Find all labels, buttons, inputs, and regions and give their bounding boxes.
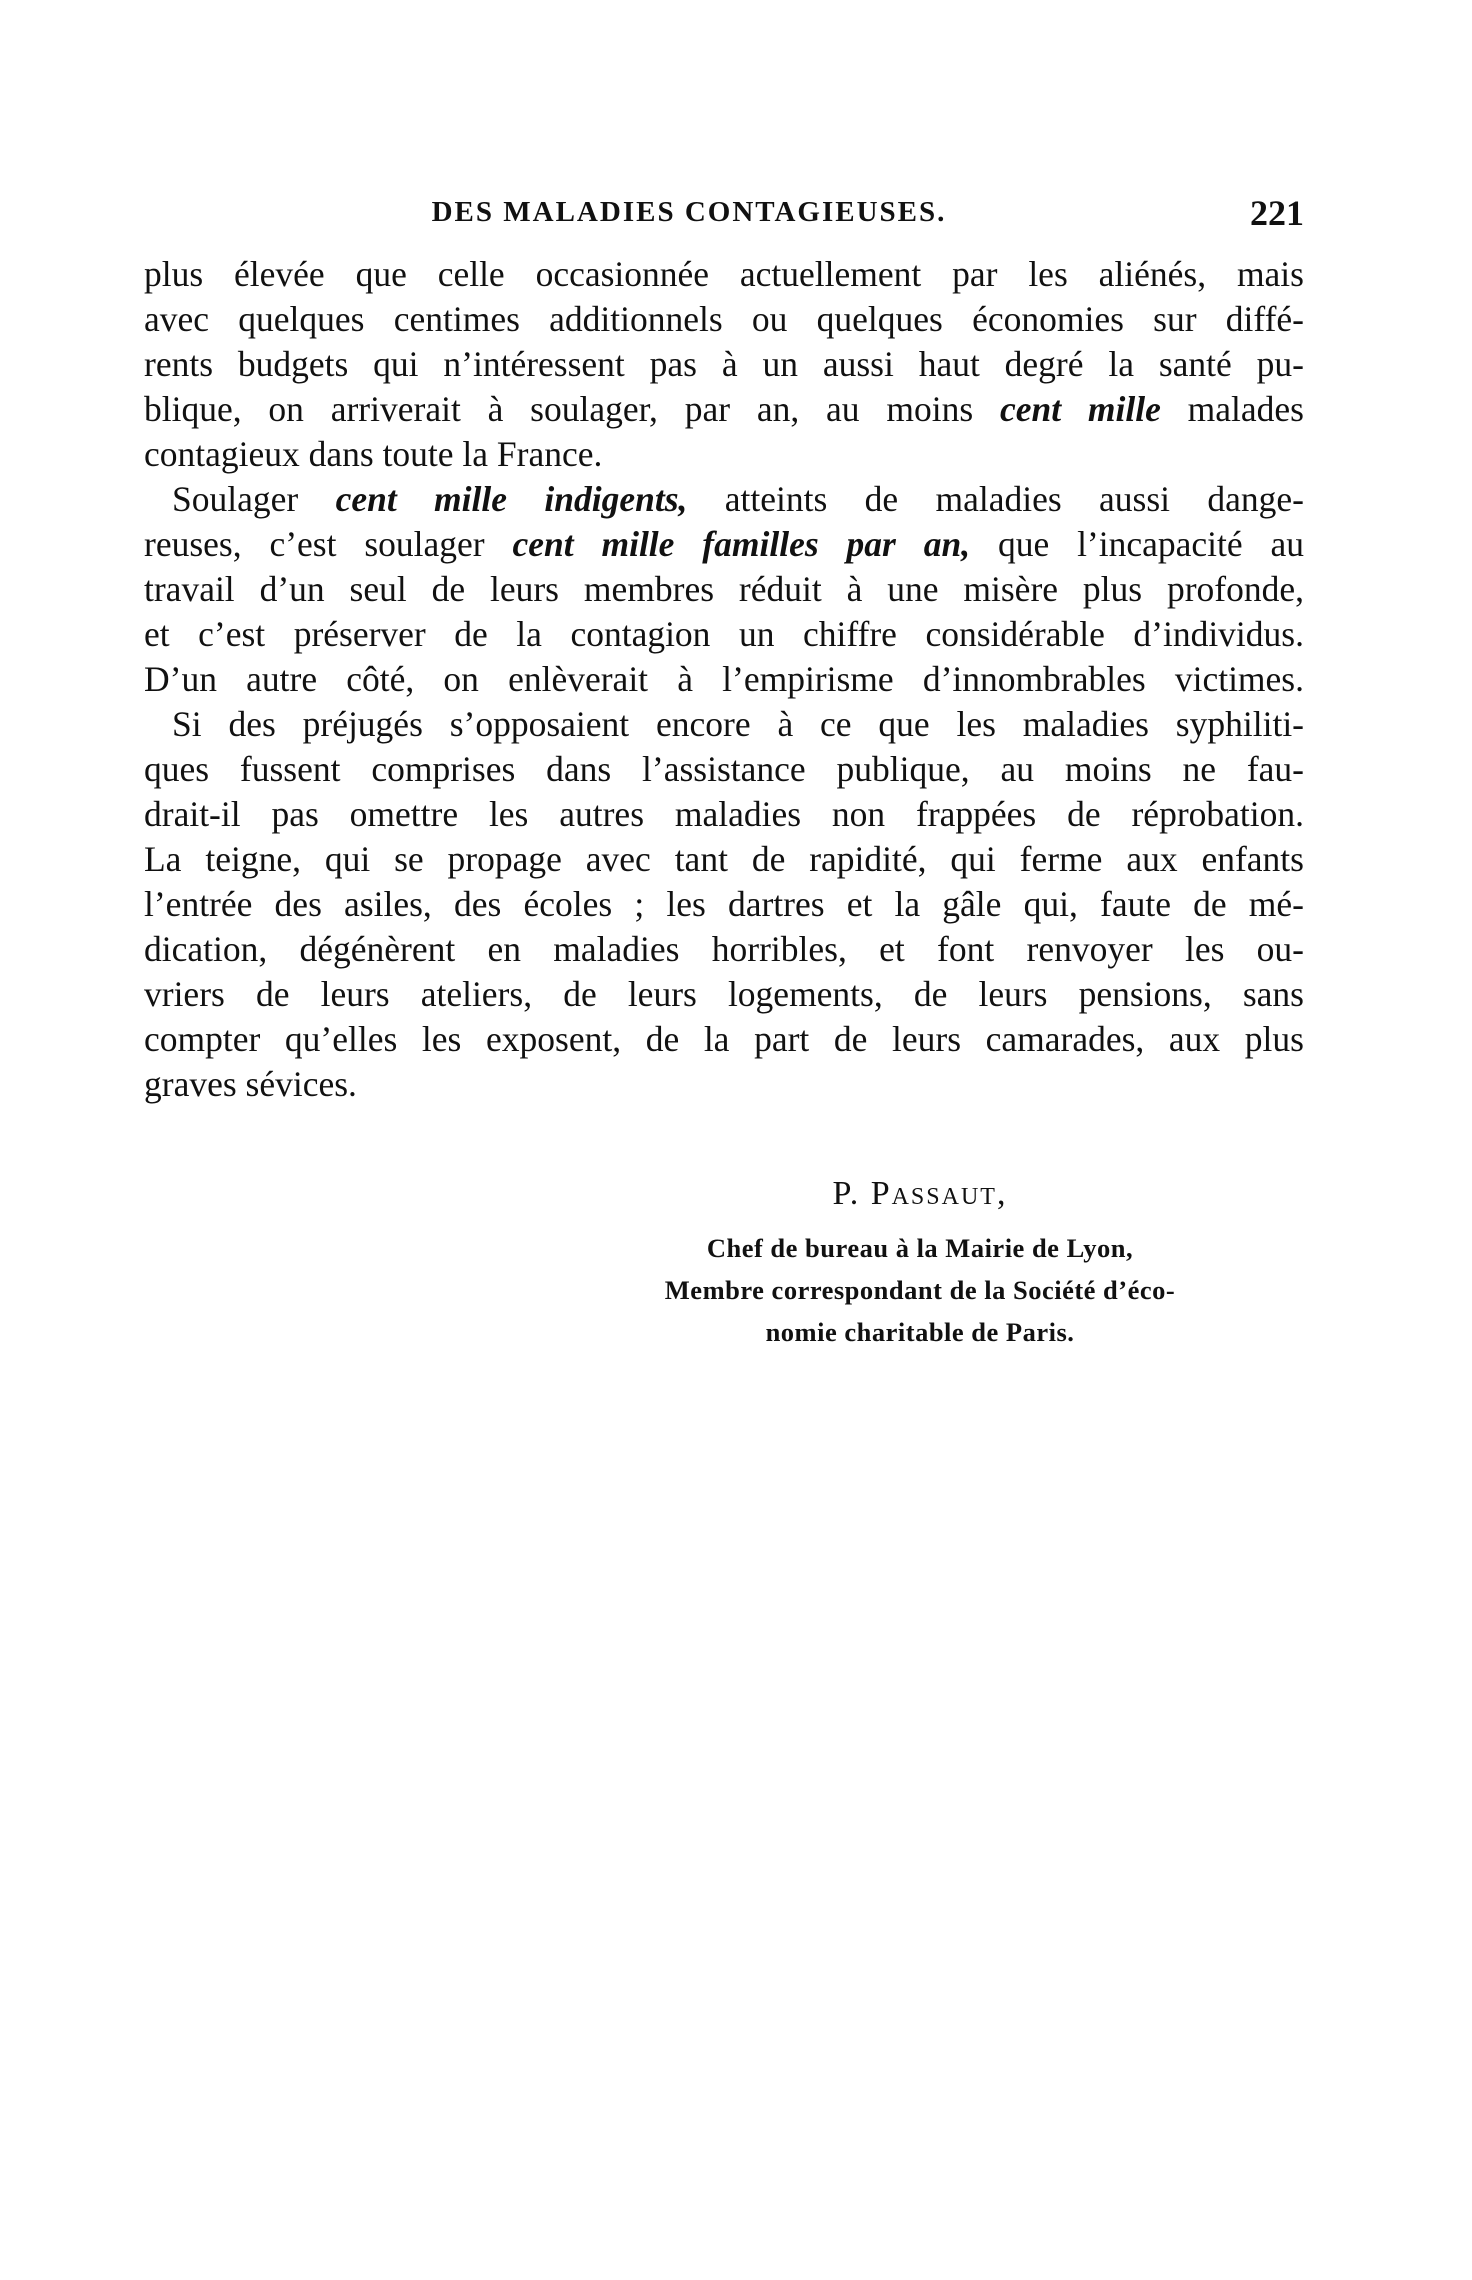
text-line: vriers de leurs ateliers, de leurs logements, de leurs pensions, sans <box>144 974 1304 1014</box>
page-number: 221 <box>1250 193 1304 233</box>
text-line: La teigne, qui se propage avec tant de rapidité, qui ferme aux enfants <box>144 839 1304 879</box>
text-line: blique, on arriverait à soulager, par an, au moins cent mille malades <box>144 389 1304 429</box>
text-line: Soulager cent mille indigents, atteints de maladies aussi dange- <box>172 479 1304 519</box>
italic-phrase: cent mille <box>999 389 1161 429</box>
italic-phrase: cent mille familles par an, <box>512 524 971 564</box>
text-line: Si des préjugés s’opposaient encore à ce que les maladies syphiliti- <box>172 704 1304 744</box>
text-line: dication, dégénèrent en maladies horribles, et font renvoyer les ou- <box>144 929 1304 969</box>
text-line: travail d’un seul de leurs membres réduit à une misère plus profonde, <box>144 569 1304 609</box>
text-line: ques fussent comprises dans l’assistance publique, au moins ne fau- <box>144 749 1304 789</box>
text-line: plus élevée que celle occasionnée actuellement par les aliénés, mais <box>144 254 1304 294</box>
author-name: P. Passaut, <box>832 1175 1008 1212</box>
italic-phrase: cent mille indigents, <box>335 479 688 519</box>
text-line: reuses, c’est soulager cent mille familles par an, que l’incapacité au <box>144 524 1304 564</box>
text-line: et c’est préserver de la contagion un chiffre considérable d’individus. <box>144 614 1304 654</box>
text-line: l’entrée des asiles, des écoles ; les dartres et la gâle qui, faute de mé- <box>144 884 1304 924</box>
running-head <box>144 193 1304 244</box>
text-line: contagieux dans toute la France. <box>144 434 603 474</box>
text-line: compter qu’elles les exposent, de la part de leurs camarades, aux plus <box>144 1019 1304 1059</box>
paragraph-2 <box>144 477 1304 702</box>
author-title-line: Chef de bureau à la Mairie de Lyon, <box>706 1233 1134 1263</box>
author-title-line: nomie charitable de Paris. <box>765 1317 1075 1347</box>
paragraph-3 <box>144 702 1304 1107</box>
author-title-line: Membre correspondant de la Société d’éco- <box>664 1275 1176 1305</box>
body-text <box>144 252 1304 1107</box>
text-line: rents budgets qui n’intéressent pas à un aussi haut degré la santé pu- <box>144 344 1304 384</box>
text-line: D’un autre côté, on enlèverait à l’empirisme d’innombrables victimes. <box>144 659 1304 699</box>
text-line: drait-il pas omettre les autres maladies non frappées de réprobation. <box>144 794 1304 834</box>
signature-block <box>560 1175 1280 1353</box>
running-title: DES MALADIES CONTAGIEUSES. <box>431 196 947 228</box>
text-line: graves sévices. <box>144 1064 357 1104</box>
text-line: avec quelques centimes additionnels ou quelques économies sur diffé- <box>144 299 1304 339</box>
paragraph-1 <box>144 252 1304 477</box>
